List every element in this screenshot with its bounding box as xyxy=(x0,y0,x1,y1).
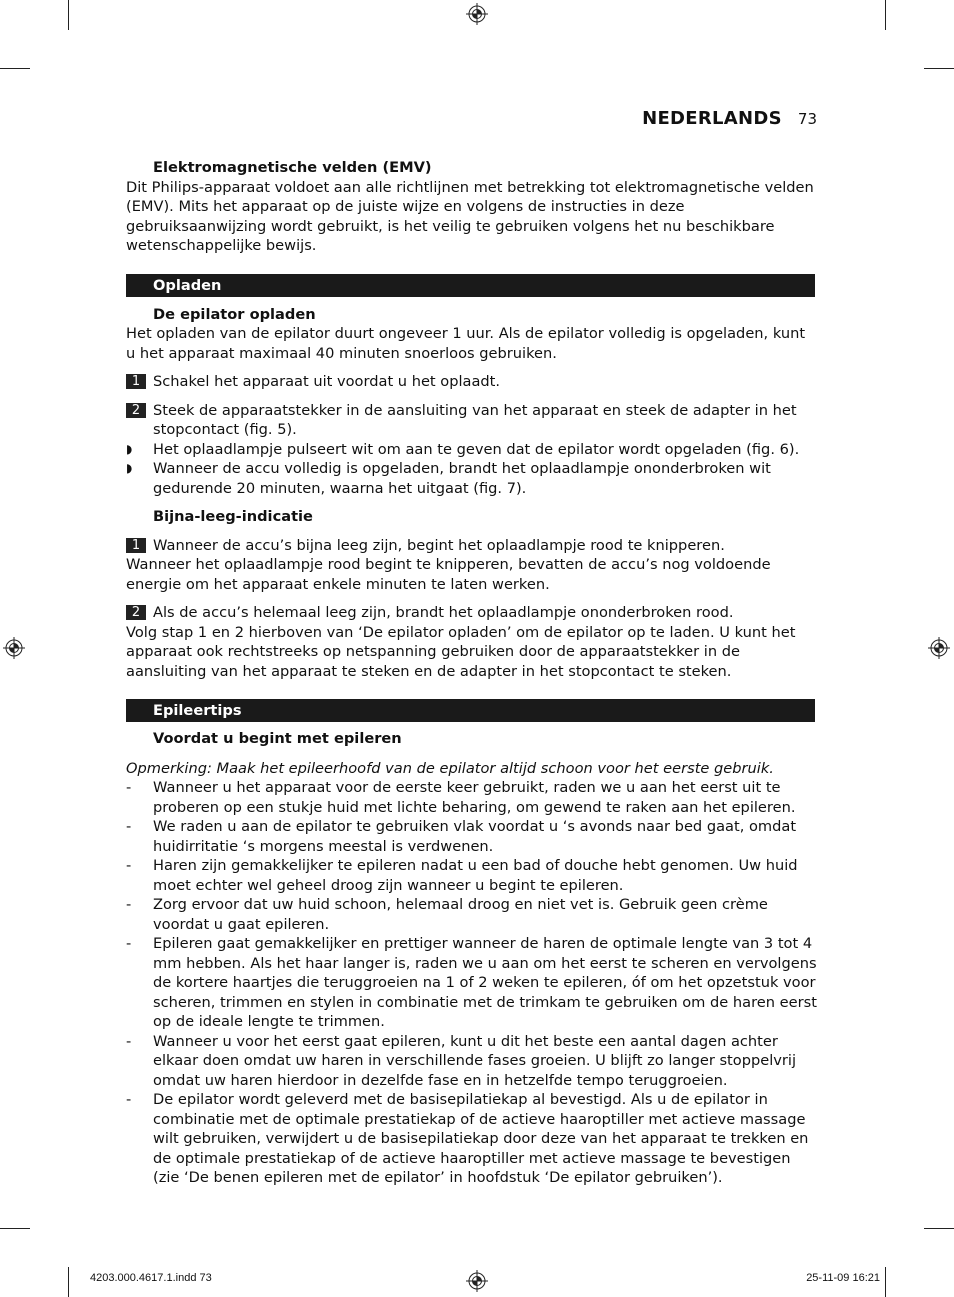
bullet-item xyxy=(126,440,818,460)
list-dash: - xyxy=(126,779,132,796)
crop-mark xyxy=(885,0,886,30)
list-dash: - xyxy=(126,1032,132,1050)
list-text: We raden u aan de epilator te gebruiken vlak voordat u ‘s avonds naar bed gaat, omdat huidirritatie ‘s morgens meestal is verdwenen. xyxy=(153,818,797,855)
crop-mark xyxy=(924,68,954,69)
page-number: 73 xyxy=(797,110,817,128)
subheading-voordat-epileren: Voordat u begint met epileren xyxy=(153,730,402,747)
step-item xyxy=(126,372,818,392)
step-number: 1 xyxy=(126,538,146,553)
page-content xyxy=(126,158,818,1188)
list-item xyxy=(126,817,818,856)
crop-mark xyxy=(0,68,30,69)
bullet-item xyxy=(126,459,818,498)
section-bar-opladen: Opladen xyxy=(126,274,815,297)
crop-mark xyxy=(924,1228,954,1229)
crop-mark xyxy=(885,1267,886,1297)
step-item xyxy=(126,536,818,556)
step-number: 2 xyxy=(126,605,146,620)
registration-mark-icon xyxy=(466,1270,488,1292)
subheading-epilator-opladen: De epilator opladen xyxy=(153,305,316,323)
paragraph-bijna-leeg-2: Volg stap 1 en 2 hierboven van ‘De epilator opladen’ om de epilator op te laden. U kunt het apparaat ook rechtstreeks op netspanning gebruiken door de apparaatstekker in de aansluiting van het apparaat te steken en de adapter in het stopcontact te steken. xyxy=(126,623,796,680)
step-text: Schakel het apparaat uit voordat u het oplaadt. xyxy=(153,373,501,390)
list-dash: - xyxy=(126,818,132,835)
bullet-marker-icon: ◗ xyxy=(126,441,133,456)
step-item xyxy=(126,401,818,440)
bullet-text: Wanneer de accu volledig is opgeladen, brandt het oplaadlampje ononderbroken wit gedurende 20 minuten, waarna het uitgaat (fig. 7). xyxy=(153,460,771,497)
registration-mark-icon xyxy=(928,637,950,659)
list-item xyxy=(126,895,818,934)
list-text: Wanneer u voor het eerst gaat epileren, kunt u dit het beste een aantal dagen achter elkaar doen omdat uw haren in verschillende fases groeien. U blijft zo langer stoppelvrij omdat uw haren hierdoor in dezelfde fase en in hetzelfde tempo teruggroeien. xyxy=(153,1032,797,1089)
page-header xyxy=(642,108,817,129)
list-text: Wanneer u het apparaat voor de eerste keer gebruikt, raden we u aan het eerst uit te proberen op een stukje huid met lichte beharing, om gewend te raken aan het epileren. xyxy=(153,779,796,816)
list-dash: - xyxy=(126,1091,132,1108)
paragraph-bijna-leeg-1: Wanneer het oplaadlampje rood begint te knipperen, bevatten de accu’s nog voldoende energie om het apparaat enkele minuten te laten werken. xyxy=(126,556,771,593)
crop-mark xyxy=(0,1228,30,1229)
list-item xyxy=(126,1090,818,1188)
list-dash: - xyxy=(126,857,132,874)
subheading-bijna-leeg: Bijna-leeg-indicatie xyxy=(153,508,313,525)
section-heading-emv: Elektromagnetische velden (EMV) xyxy=(153,159,432,176)
registration-mark-icon xyxy=(466,3,488,25)
crop-mark xyxy=(68,1267,69,1297)
step-text: Als de accu’s helemaal leeg zijn, brandt het oplaadlampje ononderbroken rood. xyxy=(153,604,734,621)
step-text: Steek de apparaatstekker in de aansluiting van het apparaat en steek de adapter in het stopcontact (fig. 5). xyxy=(153,401,797,438)
list-text: Epileren gaat gemakkelijker en prettiger wanneer de haren de optimale lengte van 3 tot 4 mm hebben. Als het haar langer is, raden we u aan om het eerst te scheren en vervolgens de kortere haartjes die teruggroeien na 1 of 2 weken te epileren, óf om het opzetstuk voor scheren, trimmen en stylen in combinatie met de trimkam te gebruiken om de haren eerst op de ideale lengte te trimmen. xyxy=(153,935,817,1030)
step-text: Wanneer de accu’s bijna leeg zijn, begint het oplaadlampje rood te knipperen. xyxy=(153,536,725,554)
list-text: Zorg ervoor dat uw huid schoon, helemaal droog en niet vet is. Gebruik geen crème voordat u gaat epileren. xyxy=(153,896,768,933)
section-bar-epileertips: Epileertips xyxy=(126,699,815,722)
list-dash: - xyxy=(126,935,132,952)
registration-mark-icon xyxy=(3,637,25,659)
step-number: 1 xyxy=(126,374,146,389)
bullet-text: Het oplaadlampje pulseert wit om aan te geven dat de epilator wordt opgeladen (fig. 6). xyxy=(153,440,800,458)
note-text: Opmerking: Maak het epileerhoofd van de epilator altijd schoon voor het eerste gebruik. xyxy=(126,759,774,777)
footer-file-name: 4203.000.4617.1.indd 73 xyxy=(90,1272,212,1284)
list-item xyxy=(126,778,818,817)
list-item xyxy=(126,1032,818,1091)
step-number: 2 xyxy=(126,403,146,418)
list-text: De epilator wordt geleverd met de basisepilatiekap al bevestigd. Als u de epilator in combinatie met de optimale prestatiekap of de actieve haaroptiller met actieve massage wilt gebruiken, verwijdert u de basisepilatiekap door deze van het apparaat te trekken en de optimale prestatiekap of de actieve haaroptiller met actieve massage te bevestigen (zie ‘De benen epileren met de epilator’ in hoofdstuk ‘De epilator gebruiken’). xyxy=(153,1091,809,1186)
paragraph-opladen-intro: Het opladen van de epilator duurt ongeveer 1 uur. Als de epilator volledig is opgeladen, kunt u het apparaat maximaal 40 minuten snoerloos gebruiken. xyxy=(126,325,806,362)
bullet-marker-icon: ◗ xyxy=(126,461,133,475)
list-item xyxy=(126,856,818,895)
crop-mark xyxy=(68,0,69,30)
header-language: NEDERLANDS xyxy=(642,108,782,129)
list-item xyxy=(126,934,818,1032)
paragraph-emv: Dit Philips-apparaat voldoet aan alle richtlijnen met betrekking tot elektromagnetische velden (EMV). Mits het apparaat op de juiste wijze en volgens de instructies in deze gebruiksaanwijzing wordt gebruikt, is het veilig te gebruiken volgens het nu beschikbare wetenschappelijke bewijs. xyxy=(126,178,814,254)
footer-date: 25-11-09 16:21 xyxy=(806,1272,880,1284)
step-item xyxy=(126,603,818,623)
list-dash: - xyxy=(126,896,132,913)
list-text: Haren zijn gemakkelijker te epileren nadat u een bad of douche hebt genomen. Uw huid moet echter wel geheel droog zijn wanneer u begint te epileren. xyxy=(153,857,798,894)
